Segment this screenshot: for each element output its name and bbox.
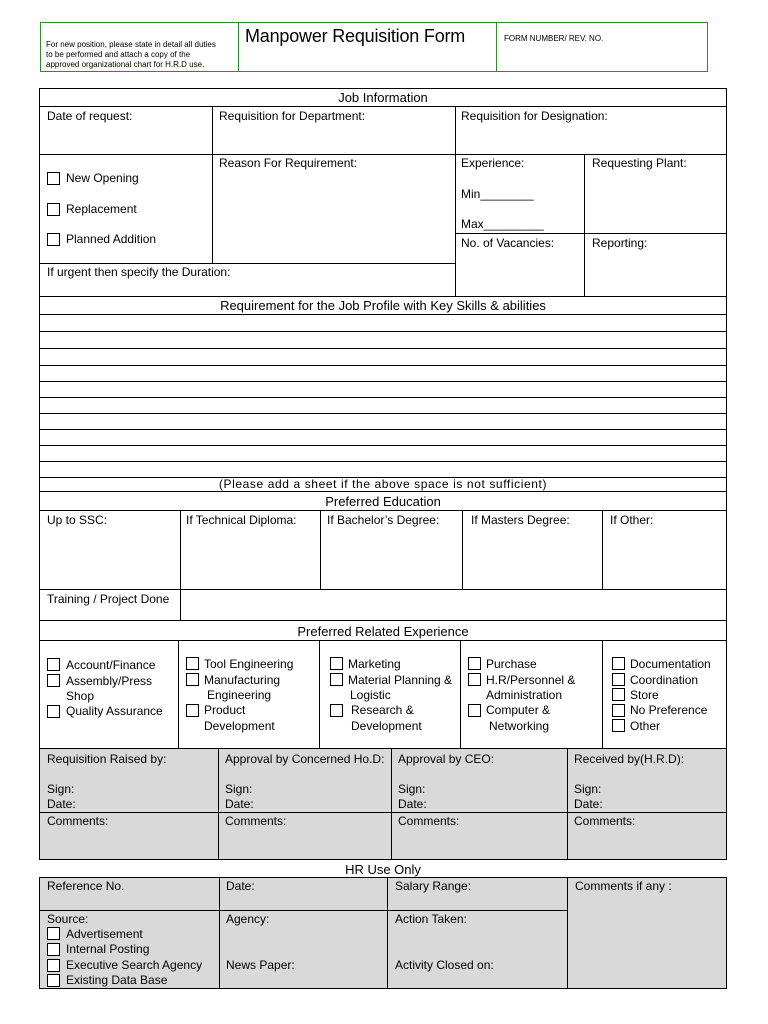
new-opening-checkbox[interactable] <box>47 172 60 185</box>
replacement-checkbox[interactable] <box>47 203 60 216</box>
documentation-label: Documentation <box>630 657 711 671</box>
reason-label: Reason For Requirement: <box>219 156 358 170</box>
research-development-checkbox[interactable] <box>330 704 343 717</box>
coordination-checkbox[interactable] <box>612 673 625 686</box>
training-label: Training / Project Done <box>47 592 170 606</box>
store-checkbox[interactable] <box>612 688 625 701</box>
computer-networking-checkbox[interactable] <box>468 704 481 717</box>
tool-engineering-checkbox[interactable] <box>186 657 199 670</box>
executive-search-checkbox[interactable] <box>47 959 60 972</box>
vacancies-label: No. of Vacancies: <box>461 236 555 250</box>
hrd-sign-label: Sign: <box>574 782 602 796</box>
experience-title: Preferred Related Experience <box>297 624 469 639</box>
diploma-label: If Technical Diploma: <box>186 513 297 527</box>
req-designation-label: Requisition for Designation: <box>461 109 608 123</box>
ssc-label: Up to SSC: <box>47 513 108 527</box>
ceo-approval-label: Approval by CEO: <box>398 752 495 766</box>
header-note-line-1: For new position, please state in detail all duties <box>46 40 216 49</box>
other-experience-checkbox[interactable] <box>612 719 625 732</box>
product-development-checkbox[interactable] <box>186 704 199 717</box>
purchase-checkbox[interactable] <box>468 657 481 670</box>
job-info-title: Job Information <box>338 90 428 105</box>
planned-addition-checkbox[interactable] <box>47 233 60 246</box>
hrd-date-label: Date: <box>574 797 603 811</box>
hr-use-title: HR Use Only <box>345 862 421 877</box>
hr-personnel-label: H.R/Personnel & <box>486 673 576 687</box>
account-finance-label: Account/Finance <box>66 658 156 672</box>
source-label: Source: <box>47 912 89 926</box>
action-taken-label: Action Taken: <box>395 912 467 926</box>
raised-by-label: Requisition Raised by: <box>47 752 167 766</box>
hr-personnel-checkbox[interactable] <box>468 673 481 686</box>
material-planning-label: Material Planning & <box>348 673 453 687</box>
product-label-2: Development <box>204 719 275 733</box>
assembly-press-label: Assembly/Press <box>66 674 153 688</box>
material-planning-checkbox[interactable] <box>330 673 343 686</box>
ceo-comments-label: Comments: <box>398 814 460 828</box>
research-label-2: Development <box>351 719 422 733</box>
form-number-label: FORM NUMBER/ REV. NO. <box>504 34 604 43</box>
reporting-label: Reporting: <box>592 236 648 250</box>
manufacturing-label: Manufacturing <box>204 673 281 687</box>
experience-max-field[interactable]: Max_________ <box>461 217 544 231</box>
existing-database-checkbox[interactable] <box>47 974 60 987</box>
internal-posting-checkbox[interactable] <box>47 943 60 956</box>
reference-label: Reference No. <box>47 879 125 893</box>
computer-label: Computer & <box>486 703 551 717</box>
education-title: Preferred Education <box>325 494 441 509</box>
raised-date-label: Date: <box>47 797 76 811</box>
tool-engineering-label: Tool Engineering <box>204 657 294 671</box>
hrd-comments-label: Comments: <box>574 814 636 828</box>
hod-sign-label: Sign: <box>225 782 253 796</box>
urgent-duration-label: If urgent then specify the Duration: <box>47 265 231 279</box>
advertisement-label: Advertisement <box>66 927 143 941</box>
planned-addition-label: Planned Addition <box>66 232 157 246</box>
header-form-number-box <box>496 22 708 72</box>
coordination-label: Coordination <box>630 673 699 687</box>
purchase-label: Purchase <box>486 657 537 671</box>
date-of-request-label: Date of request: <box>47 109 133 123</box>
header-note-line-2: to be performed and attach a copy of the <box>46 50 191 59</box>
other-experience-label: Other <box>630 719 661 733</box>
hr-date-label: Date: <box>226 879 255 893</box>
marketing-label: Marketing <box>348 657 401 671</box>
no-preference-checkbox[interactable] <box>612 704 625 717</box>
executive-search-label: Executive Search Agency <box>66 958 203 972</box>
agency-label: Agency: <box>226 912 270 926</box>
hr-personnel-label-2: Administration <box>486 688 563 702</box>
assembly-press-checkbox[interactable] <box>47 674 60 687</box>
raised-sign-label: Sign: <box>47 782 75 796</box>
job-profile-note: (Please add a sheet if the above space is not sufficient) <box>218 477 548 491</box>
hr-comments-label: Comments if any : <box>575 879 672 893</box>
manufacturing-label-2: Engineering <box>207 688 272 702</box>
header-note-line-3: approved organizational chart for H.R.D use. <box>46 60 205 69</box>
existing-database-label: Existing Data Base <box>66 973 168 987</box>
hod-approval-label: Approval by Concerned Ho.D: <box>225 752 385 766</box>
req-department-label: Requisition for Department: <box>219 109 366 123</box>
internal-posting-label: Internal Posting <box>66 942 150 956</box>
manufacturing-engineering-checkbox[interactable] <box>186 673 199 686</box>
hrd-received-label: Received by(H.R.D): <box>574 752 685 766</box>
requesting-plant-label: Requesting Plant: <box>592 156 687 170</box>
assembly-press-label-2: Shop <box>66 689 95 703</box>
experience-min-field[interactable]: Min________ <box>461 187 534 201</box>
advertisement-checkbox[interactable] <box>47 927 60 940</box>
account-finance-checkbox[interactable] <box>47 658 60 671</box>
product-label: Product <box>204 703 246 717</box>
research-label: Research & <box>351 703 414 717</box>
other-education-label: If Other: <box>610 513 654 527</box>
replacement-label: Replacement <box>66 202 137 216</box>
salary-range-label: Salary Range: <box>395 879 472 893</box>
bachelor-label: If Bachelor’s Degree: <box>327 513 440 527</box>
activity-closed-label: Activity Closed on: <box>395 958 494 972</box>
hod-comments-label: Comments: <box>225 814 287 828</box>
ceo-date-label: Date: <box>398 797 427 811</box>
ceo-sign-label: Sign: <box>398 782 426 796</box>
new-opening-label: New Opening <box>66 171 139 185</box>
quality-assurance-checkbox[interactable] <box>47 705 60 718</box>
job-profile-title: Requirement for the Job Profile with Key Skills & abilities <box>220 298 546 313</box>
hod-date-label: Date: <box>225 797 254 811</box>
job-profile-frame <box>39 296 727 492</box>
experience-label: Experience: <box>461 156 525 170</box>
no-preference-label: No Preference <box>630 703 708 717</box>
computer-label-2: Networking <box>489 719 550 733</box>
store-label: Store <box>630 688 659 702</box>
documentation-checkbox[interactable] <box>612 657 625 670</box>
quality-assurance-label: Quality Assurance <box>66 704 163 718</box>
masters-label: If Masters Degree: <box>471 513 570 527</box>
page-title: Manpower Requisition Form <box>245 26 466 46</box>
news-paper-label: News Paper: <box>226 958 295 972</box>
material-planning-label-2: Logistic <box>350 688 391 702</box>
marketing-checkbox[interactable] <box>330 657 343 670</box>
raised-comments-label: Comments: <box>47 814 109 828</box>
